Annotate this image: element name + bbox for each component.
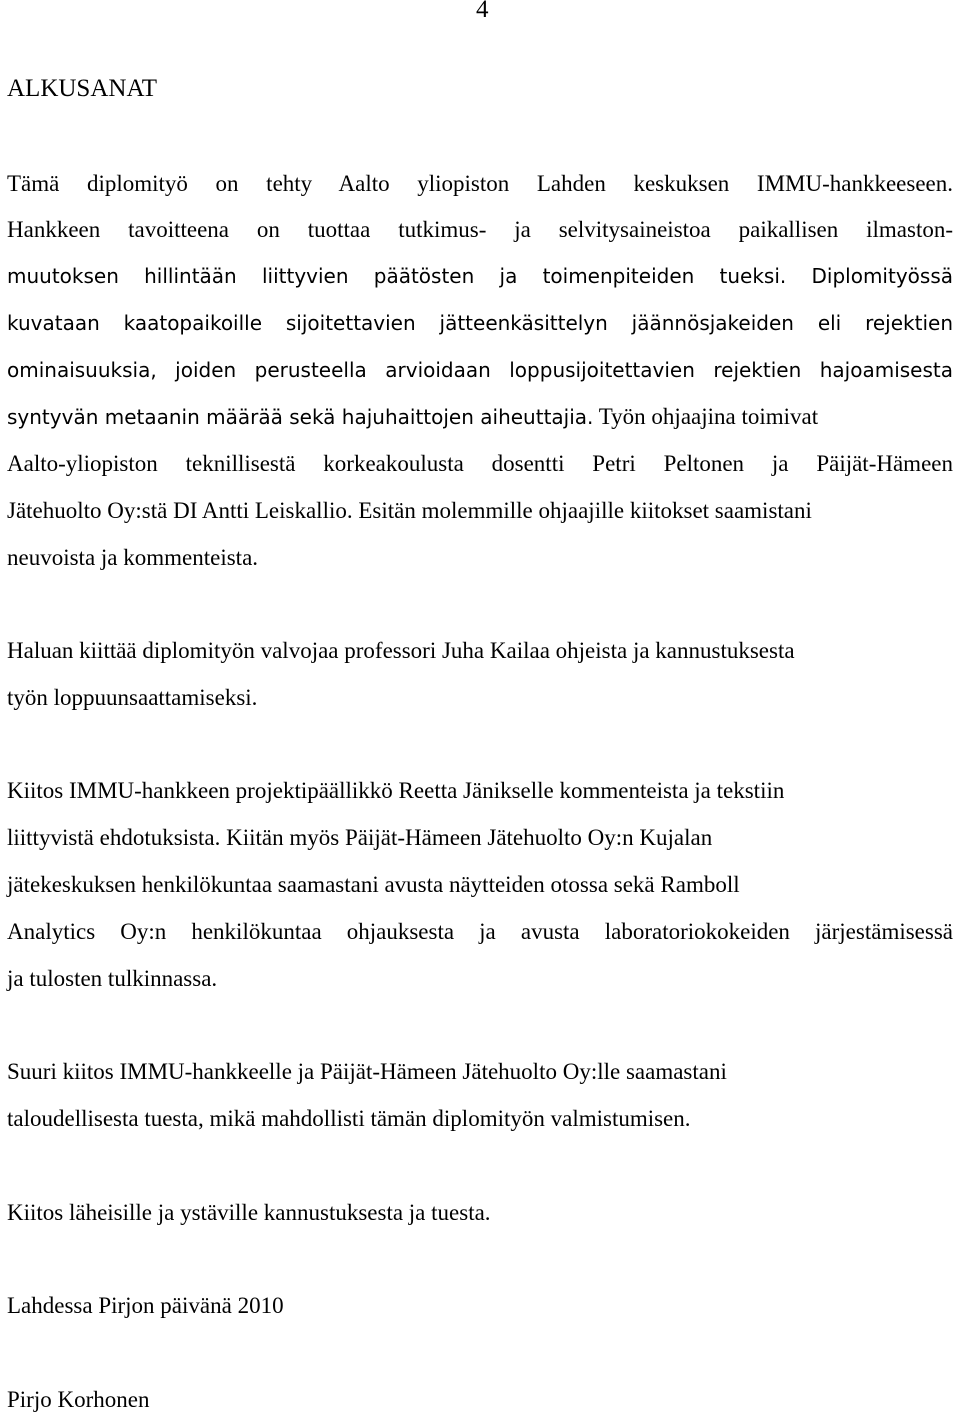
paragraph-1-line-6-part-b: Työn ohjaajina toimivat <box>593 404 819 429</box>
paragraph-1-line-7: Aalto-yliopiston teknillisestä korkeakoulusta dosentti Petri Peltonen ja Päijät-Hämeen <box>7 451 953 476</box>
paragraph-1-line-3-part-a: muutoksen hillintään liittyvien päätösten ja toimenpiteiden tueksi. <box>7 264 787 288</box>
paragraph-1-line-1: Tämä diplomityö on tehty Aalto yliopiston Lahden keskuksen IMMU-hankkeeseen. <box>7 171 953 196</box>
paragraph-1-line-6-part-a: syntyvän metaanin määrää sekä hajuhaittojen aiheuttajia. <box>7 405 594 429</box>
paragraph-1-line-6 <box>7 402 818 432</box>
paragraph-4-line-1: Suuri kiitos IMMU-hankkeelle ja Päijät-Hämeen Jätehuolto Oy:lle saamastani <box>7 1059 727 1084</box>
paragraph-1-line-9: neuvoista ja kommenteista. <box>7 545 259 570</box>
paragraph-3-line-5: ja tulosten tulkinnassa. <box>7 966 218 991</box>
paragraph-1-line-3 <box>7 261 953 291</box>
paragraph-1-line-5: ominaisuuksia, joiden perusteella arvioidaan loppusijoitettavien rejektien hajoamisesta <box>7 358 953 382</box>
section-heading: ALKUSANAT <box>7 75 157 102</box>
signature-name: Pirjo Korhonen <box>7 1387 150 1412</box>
paragraph-1-line-8 <box>7 496 812 526</box>
paragraph-3-line-3: jätekeskuksen henkilökuntaa saamastani avusta näytteiden otossa sekä Ramboll <box>7 872 740 897</box>
paragraph-2-line-1: Haluan kiittää diplomityön valvojaa professori Juha Kailaa ohjeista ja kannustuksesta <box>7 638 795 663</box>
paragraph-1-line-2: Hankkeen tavoitteena on tuottaa tutkimus- ja selvitysaineistoa paikallisen ilmaston- <box>7 217 953 242</box>
place-date: Lahdessa Pirjon päivänä 2010 <box>7 1293 284 1318</box>
paragraph-4-line-2: taloudellisesta tuesta, mikä mahdollisti tämän diplomityön valmistumisen. <box>7 1106 691 1131</box>
paragraph-2-line-2: työn loppuunsaattamiseksi. <box>7 685 258 710</box>
paragraph-3-line-1: Kiitos IMMU-hankkeen projektipäällikkö Reetta Jänikselle kommenteista ja tekstiin <box>7 778 785 803</box>
paragraph-1-line-8-part-a: Jätehuolto Oy:stä DI Antti Leiskallio. <box>7 498 353 523</box>
paragraph-3-line-2-part-a: liittyvistä ehdotuksista. <box>7 825 221 850</box>
paragraph-3-line-2-part-b: Kiitän myös Päijät-Hämeen Jätehuolto Oy:n Kujalan <box>220 825 713 850</box>
page-number: 4 <box>476 0 489 23</box>
paragraph-1-line-4: kuvataan kaatopaikoille sijoitettavien jätteenkäsittelyn jäännösjakeiden eli rejektien <box>7 311 953 335</box>
paragraph-3-line-2 <box>7 823 712 853</box>
paragraph-3-line-4: Analytics Oy:n henkilökuntaa ohjauksesta ja avusta laboratoriokokeiden järjestämisessä <box>7 919 953 944</box>
paragraph-1-line-8-part-b: Esitän molemmille ohjaajille kiitokset saamistani <box>352 498 812 523</box>
paragraph-5-line-1: Kiitos läheisille ja ystäville kannustuksesta ja tuesta. <box>7 1200 491 1225</box>
paragraph-1-line-3-part-b: Diplomityössä <box>786 264 953 288</box>
